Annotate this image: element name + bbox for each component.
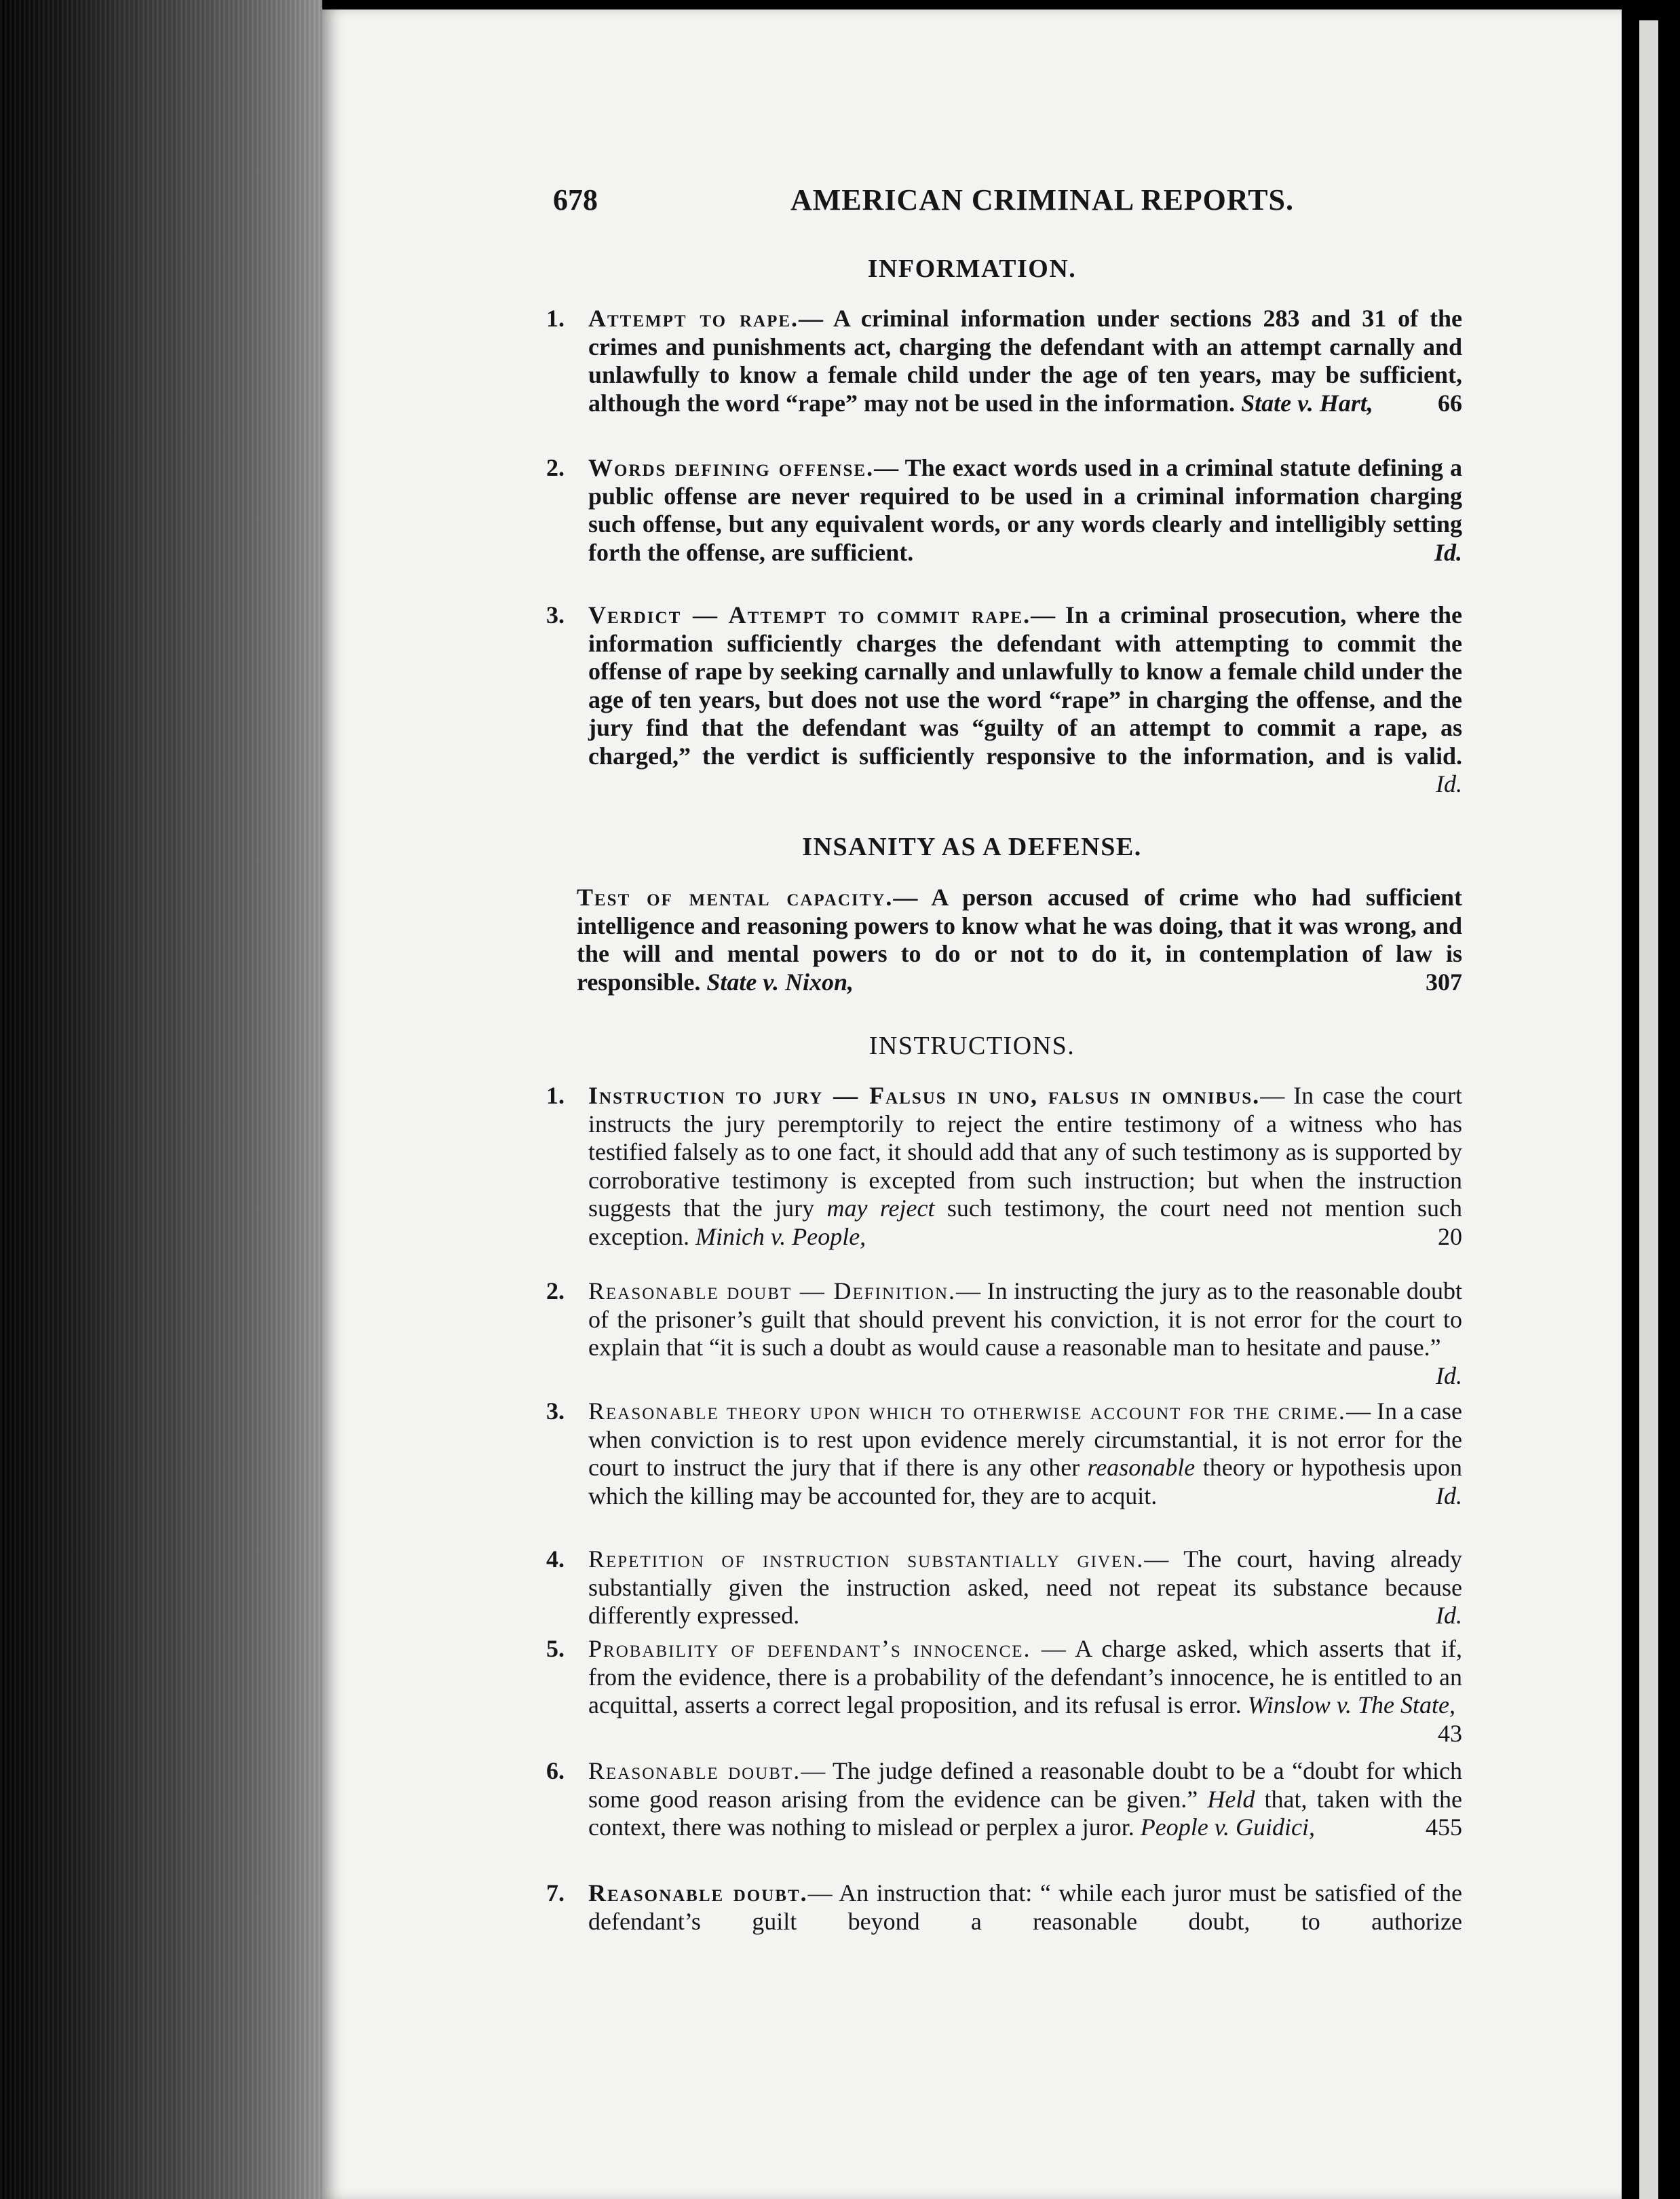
entry-heading: Verdict — Attempt to commit rape. (588, 601, 1031, 628)
entry-number: 4. (546, 1545, 565, 1573)
entry-heading: Words defining offense. (588, 454, 875, 481)
instructions-entry-2 (546, 1277, 1462, 1390)
page-reference: 20 (1438, 1222, 1462, 1250)
entry-text-continued: such testimony, the court need not mention such exception. (588, 1195, 1462, 1250)
entry-text: — The exact words used in a criminal statute defining a public offense are never required to be used in a criminal information charging such offense, but any equivalent words, or any words clearly and intelligibly setting forth the offense, are sufficient. (588, 454, 1462, 566)
page-reference: 455 (1426, 1813, 1462, 1841)
instructions-entry-1 (546, 1082, 1462, 1251)
entry-text: — In a criminal prosecution, where the information sufficiently charges the defendant with attempting to commit the offense of rape by seeking carnally and unlawfully to know a female child under the age of ten years, but does not use the word “rape” in charging the offense, and the jury find that the defendant was “guilty of an attempt to commit a rape, as charged,” the verdict is sufficiently responsive to the information, and is valid. (588, 601, 1462, 770)
entry-number: 3. (546, 1397, 565, 1425)
entry-heading: Reasonable doubt. (588, 1879, 808, 1906)
facing-page-edge (1635, 0, 1680, 2199)
page-reference: 307 (1426, 968, 1462, 996)
entry-text-continued: that, taken with the context, there was nothing to mislead or perplex a juror. (588, 1785, 1462, 1841)
entry-number: 5. (546, 1635, 565, 1662)
entry-heading: Attempt to rape. (588, 305, 799, 332)
entry-number: 3. (546, 601, 565, 628)
page-reference: Id. (1436, 1602, 1462, 1629)
instructions-entry-5 (546, 1635, 1462, 1748)
page-reference: 43 (1438, 1719, 1462, 1747)
entry-text: — The judge defined a reasonable doubt to be a “doubt for which some good reason arising from the evidence can be given.” (588, 1757, 1462, 1813)
section-title-information: INFORMATION. (867, 255, 1077, 283)
facing-page-strip (1639, 20, 1658, 2199)
information-entry-2 (546, 454, 1462, 567)
emphasis-text: may reject (826, 1195, 935, 1222)
book-page (322, 10, 1622, 2199)
running-head: AMERICAN CRIMINAL REPORTS. (790, 183, 1294, 217)
entry-text: — A criminal information under sections 283 and 31 of the crimes and punishments act, charging the defendant with an attempt carnally and unlawfully to know a female child under the age of ten years, may be sufficient, although the word “rape” may not be used in the information. (588, 305, 1462, 417)
entry-heading: Instruction to jury — Falsus in uno, falsus in omnibus. (588, 1082, 1261, 1109)
entry-heading: Reasonable doubt — Definition. (588, 1277, 957, 1304)
instructions-entry-3 (546, 1397, 1462, 1510)
entry-number: 2. (546, 454, 565, 481)
page-reference: Id. (1436, 1361, 1462, 1389)
entry-number: 1. (546, 305, 565, 332)
information-entry-1 (546, 305, 1462, 417)
page-reference: 66 (1438, 389, 1462, 417)
page-number: 678 (553, 183, 598, 217)
entry-text: — In case the court instructs the jury peremptorily to reject the entire testimony of a witness who has testified falsely as to one fact, it should add that any of such testimony as is supported by corroborative testimony is excepted from such instruction; but when the instruction suggests that the jury (588, 1082, 1463, 1222)
emphasis-text: Held (1207, 1785, 1255, 1813)
case-citation: Winslow v. The State, (1247, 1691, 1456, 1718)
instructions-entry-7 (546, 1879, 1462, 1936)
entry-heading: Reasonable theory upon which to otherwise account for the crime. (588, 1397, 1346, 1425)
instructions-entry-4 (546, 1545, 1462, 1630)
section-title-instructions: INSTRUCTIONS. (868, 1032, 1075, 1060)
page-reference: Id. (1436, 770, 1462, 797)
entry-text: — A person accused of crime who had sufficient intelligence and reasoning powers to know what he was doing, that it was wrong, and the will and mental powers to do or not to do it, in contemplation of law is responsible. (577, 884, 1462, 996)
entry-text: — A charge asked, which asserts that if, from the evidence, there is a probability of the defendant’s innocence, he is entitled to an acquittal, asserts a correct legal proposition, and its refusal is error. (588, 1635, 1462, 1718)
entry-number: 2. (546, 1277, 565, 1304)
case-citation: State v. Nixon, (706, 968, 854, 996)
section-title-insanity: INSANITY AS A DEFENSE. (802, 833, 1142, 861)
entry-text: — The court, having already substantially given the instruction asked, need not repeat its substance because differently expressed. (588, 1545, 1462, 1629)
emphasis-text: reasonable (1087, 1454, 1196, 1481)
page-content (322, 10, 1622, 2199)
insanity-entry (577, 884, 1462, 996)
information-entry-3 (546, 601, 1462, 799)
entry-text: — In instructing the jury as to the reasonable doubt of the prisoner’s guilt that should prevent his conviction, it is not error for the court to explain that “it is such a doubt as would cause a reasonable man to hesitate and pause.” (588, 1277, 1462, 1361)
entry-heading: Reasonable doubt. (588, 1757, 801, 1784)
book-spine-edge (0, 0, 322, 2199)
entry-number: 7. (546, 1879, 565, 1906)
case-citation: People v. Guidici, (1140, 1813, 1316, 1841)
page-reference: Id. (1434, 538, 1462, 566)
entry-number: 1. (546, 1082, 565, 1109)
entry-heading: Test of mental capacity. (577, 884, 894, 911)
entry-text: — In a case when conviction is to rest upon evidence merely circumstantial, it is not error for the court to instruct the jury that if there is any other (588, 1397, 1462, 1481)
case-citation: State v. Hart, (1241, 389, 1373, 417)
entry-heading: Repetition of instruction substantially given. (588, 1545, 1145, 1573)
case-citation: Minich v. People, (695, 1222, 866, 1250)
entry-heading: Probability of defendant’s innocence. (588, 1635, 1031, 1662)
entry-number: 6. (546, 1757, 565, 1784)
entry-text-continued: theory or hypothesis upon which the killing may be accounted for, they are to acquit. (588, 1454, 1462, 1509)
instructions-entry-6 (546, 1757, 1462, 1842)
page-reference: Id. (1436, 1482, 1462, 1509)
entry-text: — An instruction that: “ while each juror must be satisfied of the defendant’s guilt beyond a reasonable doubt, to authorize (588, 1879, 1462, 1935)
